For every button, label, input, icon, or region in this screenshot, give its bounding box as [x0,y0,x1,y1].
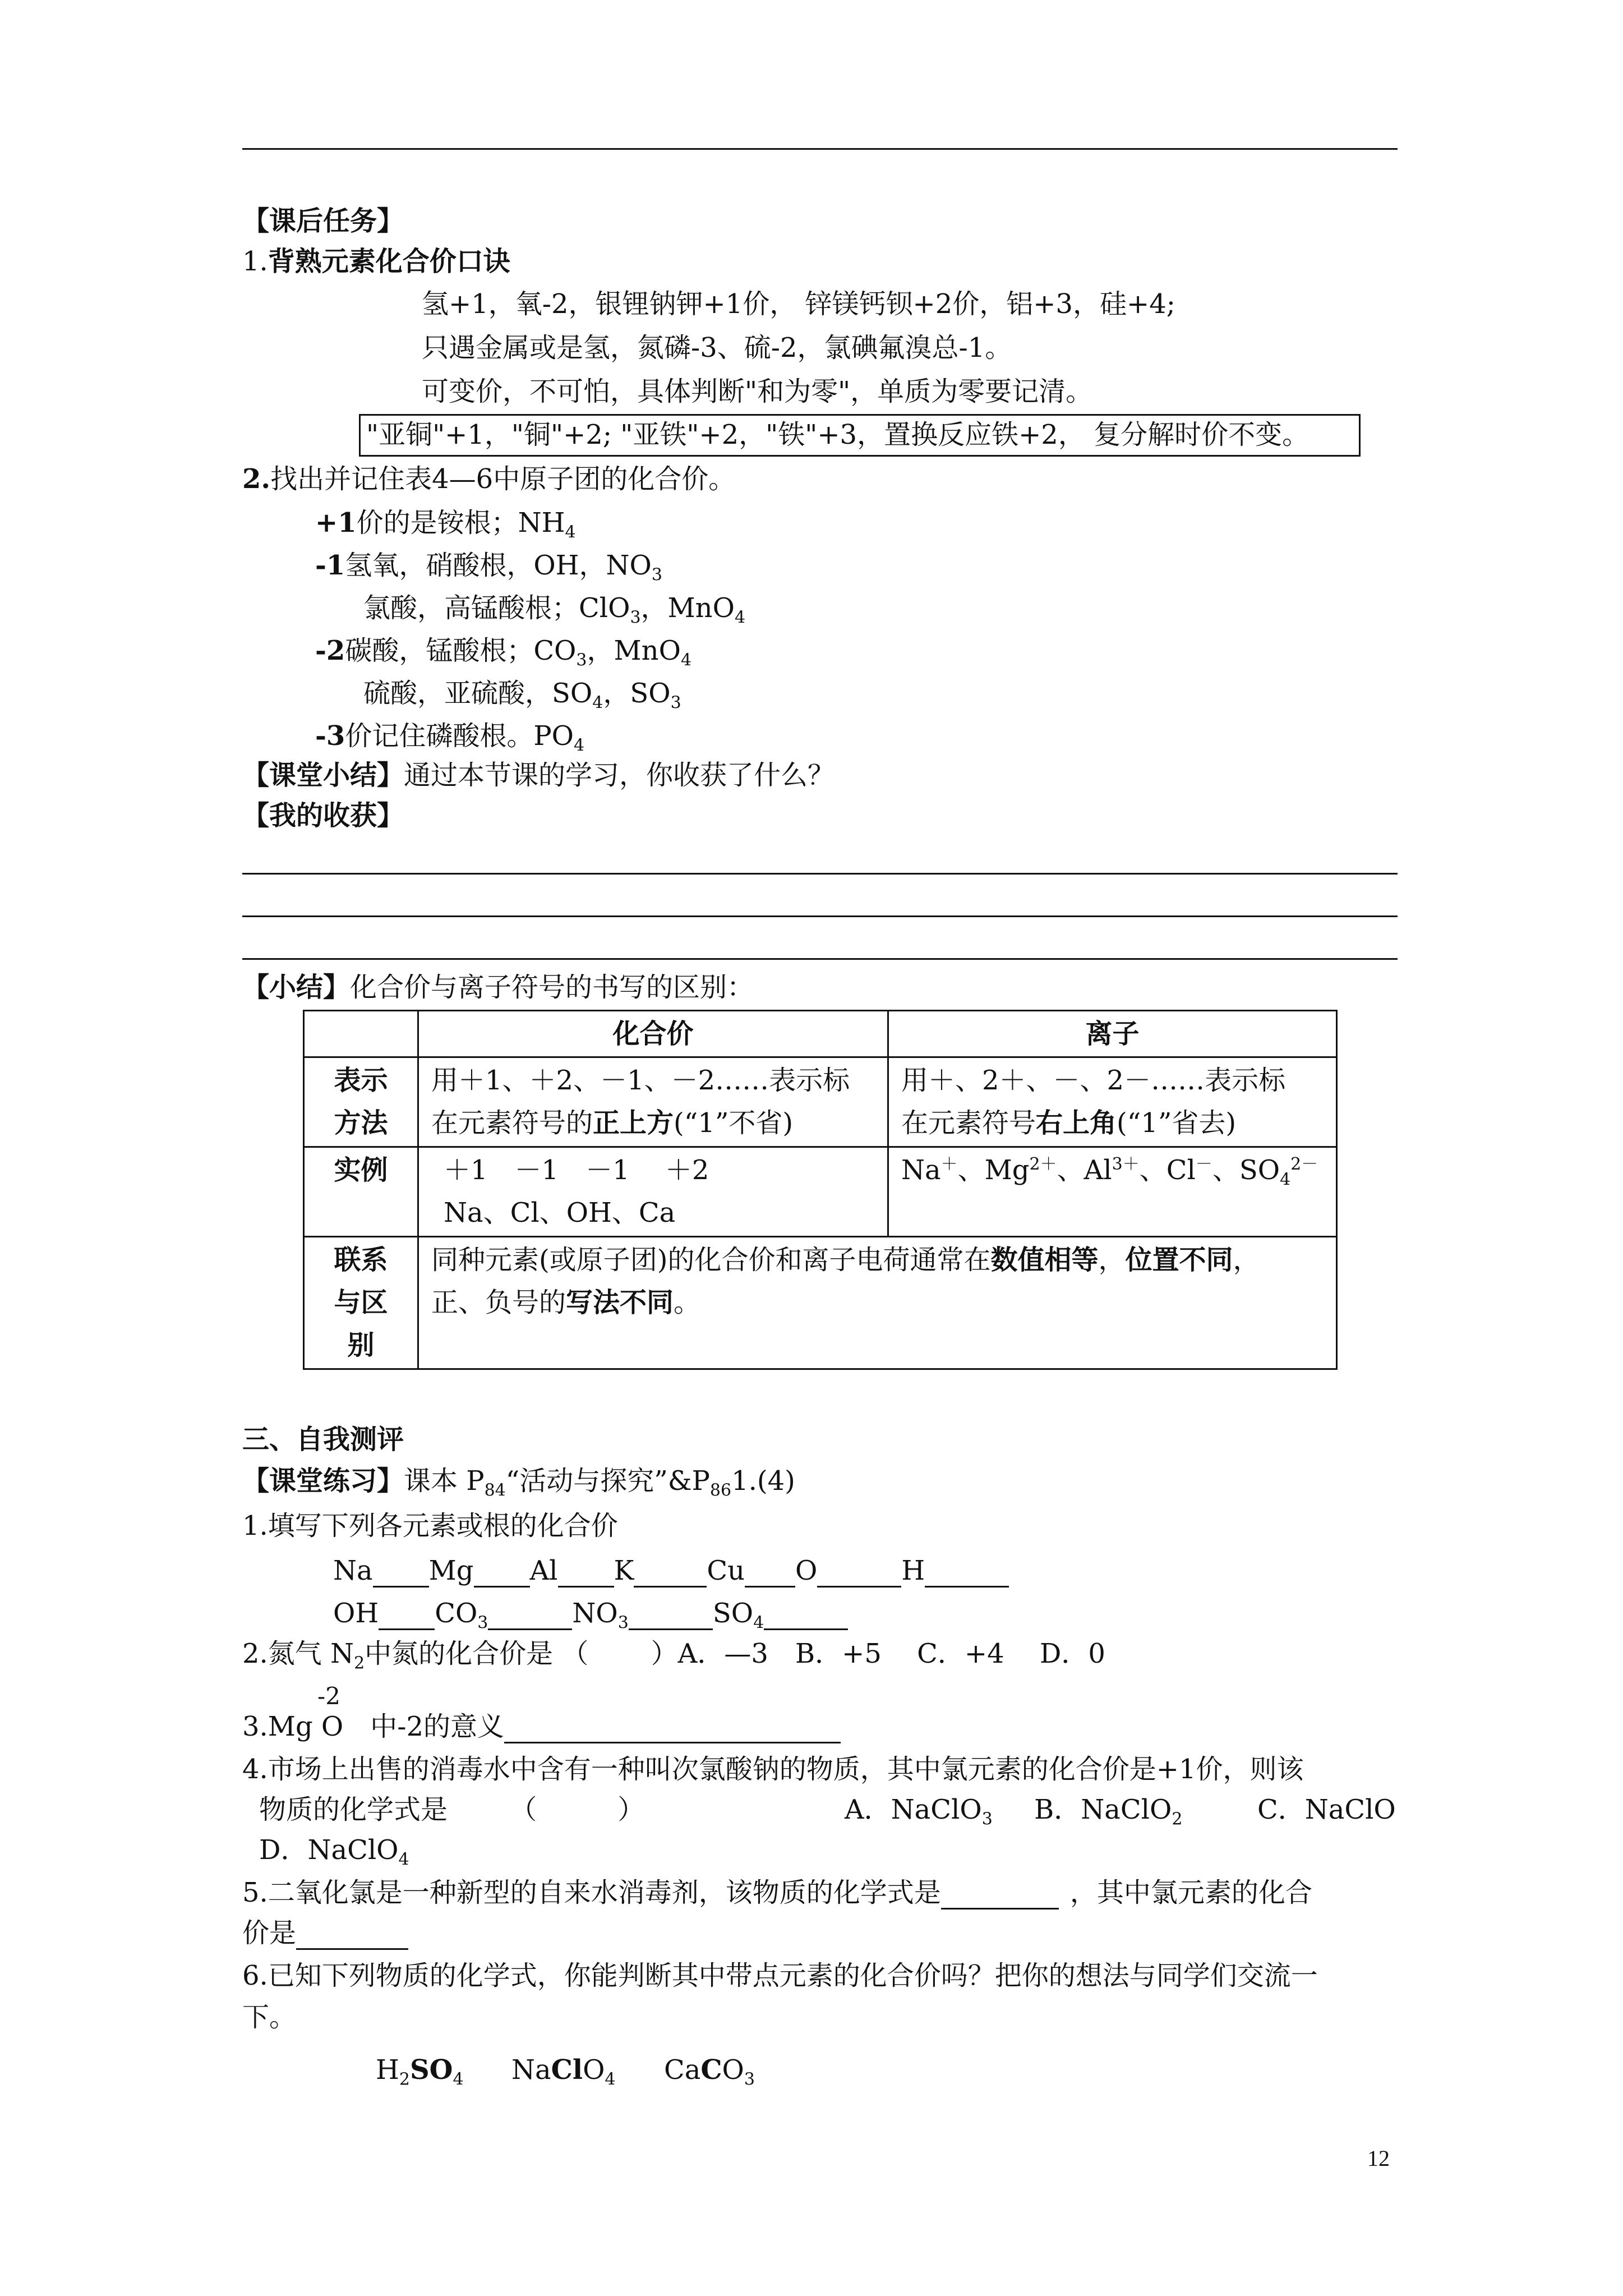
q1-so4-sub: 4 [753,1613,764,1633]
rhyme-line-1: 氢+1，氧-2，银锂钠钾+1价， 锌镁钙钡+2价，铝+3，硅+4; [422,288,1175,320]
group-line-4-text: 碳酸，锰酸根；CO [345,635,577,666]
group-line-1-lead: +1 [315,507,357,539]
q1-mg: Mg [428,1555,474,1586]
ion-mg: 、Mg [957,1154,1030,1186]
group-line-4-lead: -2 [315,635,345,666]
answer-line-3 [242,958,1398,960]
compare-row-method-head-b: 方法 [334,1107,388,1139]
ion-cl-charge: － [1195,1154,1212,1174]
q1-al: Al [529,1555,558,1586]
compare-row-relation-head [304,1237,418,1369]
compare-corner-cell [304,1011,418,1057]
task-item-1-num: 1. [242,246,268,277]
compare-row-relation-head-b: 与区 [334,1287,388,1318]
group-line-3-sub2: 4 [734,608,746,628]
rhyme-line-4: "亚铜"+1，"铜"+2; "亚铁"+2，"铁"+3，置换反应铁+2， 复分解时价不变。 [366,419,1310,450]
page-number: 12 [1367,2146,1390,2171]
group-line-3-sub: 3 [630,608,641,628]
q5-b: ，其中氯元素的化合 [1069,1877,1312,1908]
q1-blank-al[interactable] [558,1560,614,1588]
task-item-2-title: 找出并记住表4—6中原子团的化合价。 [270,463,736,495]
q1-k: K [614,1555,634,1586]
q1-blank-cu[interactable] [745,1560,795,1588]
group-line-3-mid: ，MnO [640,592,735,624]
task-heading: 【课后任务】 [242,205,404,237]
q2 [242,1637,1105,1671]
compare-row-relation [304,1237,1337,1369]
answer-line-1 [242,873,1398,875]
group-line-5-text: 硫酸，亚硫酸，SO [363,678,593,709]
q6-formula-naclo4 [511,2053,616,2090]
f3-o: O [722,2054,744,2086]
group-line-6-text: 价记住磷酸根。PO [345,720,574,752]
q4-option-b-sub: 2 [1172,1809,1183,1829]
q6-line-2: 下。 [242,2001,297,2033]
ion-al: 、Al [1057,1154,1112,1186]
relation-text-3: ， [1233,1244,1260,1276]
q5-a: 5.二氧化氯是一种新型的自来水消毒剂，该物质的化学式是 [242,1877,941,1908]
q1-blank-oh[interactable] [379,1603,435,1630]
ion-cl: 、Cl [1139,1154,1196,1186]
q1-so4: SO [712,1598,754,1629]
q1-na: Na [333,1555,373,1586]
task-item-1-title: 背熟元素化合价口诀 [268,246,510,277]
f2-na: Na [511,2054,551,2086]
relation-text-5: 。 [674,1287,701,1318]
q1: 1.填写下列各元素或根的化合价 [242,1510,618,1542]
practice-c: 1.(4) [731,1465,795,1497]
group-line-2 [315,549,662,585]
group-line-4-sub: 3 [576,650,587,670]
compare-row-method-ion [888,1057,1337,1147]
task-item-1 [242,245,510,278]
q5-line-1 [242,1876,1312,1910]
f3-sub: 3 [744,2069,755,2090]
group-line-2-lead: -1 [315,550,345,581]
compare-row-method-ion-bold: 右上角 [1036,1107,1117,1139]
task-item-2 [242,462,735,496]
summary-heading: 【课堂小结】 [242,760,404,791]
f1-sub2: 4 [453,2069,464,2090]
group-line-2-sub: 3 [651,565,662,585]
q4-option-a-text: A．NaClO [845,1794,982,1825]
q4-option-a [845,1793,993,1829]
compare-row-example-head: 实例 [304,1147,418,1237]
q1-blank-mg[interactable] [474,1560,530,1588]
relation-bold-1: 数值相等 [990,1244,1099,1276]
q3 [242,1710,841,1743]
task-item-2-num: 2. [242,463,271,495]
compare-row-method-head [304,1057,418,1147]
ion-na: Na [901,1154,941,1186]
q1-cu: Cu [707,1555,745,1586]
compare-row-example-valence-bottom: Na、Cl、OH、Ca [444,1197,676,1228]
compare-row-example-valence [418,1147,888,1237]
group-line-4 [315,634,691,668]
group-line-1 [315,506,576,540]
practice-b: “活动与探究”&P [505,1465,710,1497]
summary-line [242,758,834,792]
q3-a: 3.Mg O 中-2的意义 [242,1711,505,1742]
group-line-1-sub: 4 [565,522,576,542]
compare-row-relation-head-a: 联系 [334,1244,388,1276]
q4-option-a-sub: 3 [981,1809,993,1829]
rhyme-boxed [359,414,1361,457]
practice-a: 课本 P [404,1465,485,1497]
q1-o: O [795,1555,818,1586]
q5-blank-formula[interactable] [941,1882,1059,1910]
q1-co3: CO [435,1598,478,1629]
q6-formula-caco3 [664,2053,755,2090]
ion-so4-charge: 2－ [1290,1154,1318,1174]
group-line-4-sub2: 4 [680,650,692,670]
compare-row-relation-text [418,1237,1337,1369]
compare-row-method-ion-b2: (“1”省去) [1117,1107,1237,1139]
q5-blank-valence[interactable] [296,1922,408,1950]
compare-row-method-valence-a: 用＋1、＋2、－1、－2……表示标 [431,1065,850,1096]
group-line-5-sub: 4 [592,693,603,713]
group-line-5 [363,677,681,713]
f2-cl: Cl [551,2054,583,2086]
f2-o: O [583,2054,605,2086]
q2-sub: 2 [354,1653,365,1673]
group-line-3-text: 氯酸，高锰酸根；ClO [363,592,630,624]
q1-blank-na[interactable] [373,1560,429,1588]
compare-table [303,1010,1338,1370]
q4-option-b [1034,1793,1183,1829]
rhyme-line-2: 只遇金属或是氢，氮磷-3、硫-2，氯碘氟溴总-1。 [422,332,1012,364]
gain-heading: 【我的收获】 [242,800,404,831]
q4-line-1: 4.市场上出售的消毒水中含有一种叫次氯酸钠的物质，其中氯元素的化合价是+1价，则该 [242,1754,1304,1785]
q1-oh: OH [333,1598,379,1629]
q6-line-1: 6.已知下列物质的化学式，你能判断其中带点元素的化合价吗？把你的想法与同学们交流一 [242,1960,1318,1991]
q1-blank-co3[interactable] [488,1603,572,1630]
group-line-2-text: 氢氧，硝酸根，OH，NO [345,550,652,581]
q4-line-2: 物质的化学式是 （ ） [259,1794,645,1825]
rhyme-line-3: 可变价，不可怕，具体判断"和为零"，单质为零要记清。 [422,376,1093,407]
q1-row2 [333,1596,848,1633]
answer-line-2 [242,915,1398,917]
q1-h: H [901,1555,925,1586]
compare-row-relation-line-2 [431,1281,1324,1324]
relation-bold-2: 位置不同 [1125,1244,1233,1276]
compare-row-method-ion-b1: 在元素符号 [901,1107,1036,1139]
group-line-6-lead: -3 [315,720,345,752]
group-line-6 [315,719,585,756]
compare-row-method-valence [418,1057,888,1147]
relation-text-2: ， [1098,1244,1126,1276]
compare-intro: 化合价与离子符号的书写的区别： [350,972,754,1003]
q4-option-b-text: B．NaClO [1034,1794,1172,1825]
ion-so4: 、SO [1212,1154,1280,1186]
group-line-5-sub2: 3 [670,693,681,713]
relation-text-1: 同种元素(或原子团)的化合价和离子电荷通常在 [431,1244,991,1276]
q2-a: 2.氮气 N [242,1638,354,1669]
compare-row-method-valence-b [431,1102,875,1144]
relation-bold-3: 写法不同 [566,1287,674,1318]
ion-na-charge: ＋ [940,1154,958,1174]
compare-row-example-valence-top: ＋1 －1 －1 ＋2 [444,1154,709,1186]
q4-option-d-sub: 4 [398,1849,409,1870]
compare-row-method-valence-b2: (“1”不省) [674,1107,794,1139]
q6-formula-h2so4 [376,2053,464,2090]
compare-row-method-valence-b1: 在元素符号的 [431,1107,593,1139]
compare-row-method-ion-a: 用＋、2＋、－、2－……表示标 [901,1065,1286,1096]
practice-line [242,1464,795,1501]
compare-row-example [304,1147,1337,1237]
compare-row-relation-head-c: 别 [347,1329,375,1361]
q4-option-c: C．NaClO [1257,1794,1396,1825]
group-line-3 [363,591,746,628]
practice-sub2: 86 [709,1480,732,1501]
practice-heading: 【课堂练习】 [242,1465,404,1497]
f1-so: SO [409,2054,453,2086]
compare-row-example-ion [888,1147,1337,1237]
compare-row-relation-line-1 [431,1239,1324,1281]
f2-sub: 4 [605,2069,616,2090]
group-line-5-mid: ，SO [603,678,671,709]
f3-c: C [700,2054,722,2086]
q1-blank-h[interactable] [925,1560,1009,1588]
compare-row-method-ion-b [901,1102,1324,1144]
q4-option-d [259,1833,409,1870]
q1-no3: NO [572,1598,618,1629]
compare-row-method-head-a: 表示 [334,1065,388,1096]
q4-option-d-text: D．NaClO [259,1834,399,1866]
compare-col-valence: 化合价 [418,1011,888,1057]
ion-al-charge: 3＋ [1112,1154,1140,1174]
q1-no3-sub: 3 [617,1613,629,1633]
q3-blank[interactable] [504,1716,841,1743]
relation-text-4: 正、负号的 [431,1287,566,1318]
header-rule [242,148,1398,150]
q1-blank-so4[interactable] [764,1603,848,1630]
ion-mg-charge: 2＋ [1029,1154,1057,1174]
compare-col-ion: 离子 [888,1011,1337,1057]
ion-so4-sub: 4 [1280,1170,1291,1190]
q1-row1 [333,1554,1009,1588]
group-line-6-sub: 4 [573,735,585,756]
q5-c: 价是 [242,1917,297,1949]
f3-ca: Ca [664,2054,701,2086]
compare-row-method [304,1057,1337,1147]
compare-header-row [304,1011,1337,1057]
q1-co3-sub: 3 [477,1613,488,1633]
compare-heading: 【小结】 [242,972,351,1003]
f1-sub1: 2 [399,2069,410,2090]
q1-blank-o[interactable] [817,1560,901,1588]
compare-row-method-valence-bold: 正上方 [593,1107,674,1139]
q2-b: 中氮的化合价是 （ ）A．—3 B．+5 C．+4 D．0 [365,1638,1105,1669]
practice-sub1: 84 [484,1480,506,1501]
f1-h: H [376,2054,399,2086]
q5-line-2 [242,1916,408,1950]
summary-question: 通过本节课的学习，你收获了什么？ [404,760,835,791]
compare-intro-line [242,970,754,1004]
q1-blank-no3[interactable] [629,1603,713,1630]
group-line-1-text: 价的是铵根；NH [356,507,565,539]
group-line-4-mid: ，MnO [587,635,681,666]
test-heading: 三、自我测评 [242,1424,404,1455]
q1-blank-k[interactable] [634,1560,707,1588]
q3-sup: -2 [317,1682,340,1710]
